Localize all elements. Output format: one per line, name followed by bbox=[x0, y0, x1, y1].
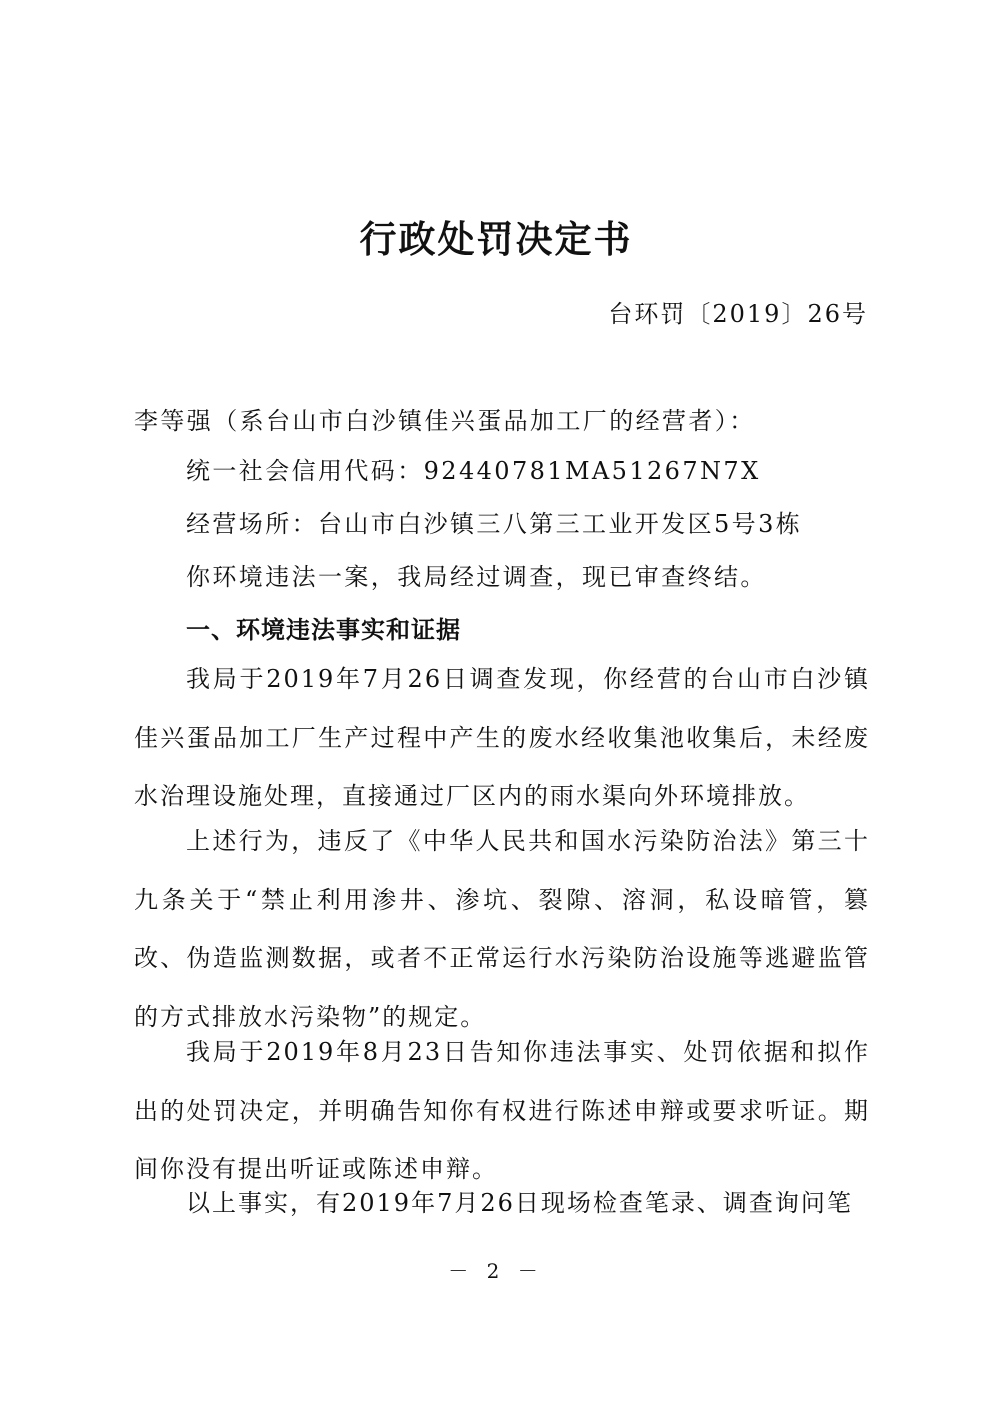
paragraph-findings: 我局于2019年7月26日调查发现，你经营的台山市白沙镇佳兴蛋品加工厂生产过程中产生的废水经收集池收集后，未经废水治理设施处理，直接通过厂区内的雨水渠向外环境排放。 bbox=[134, 665, 870, 810]
document-title: 行政处罚决定书 bbox=[359, 217, 633, 261]
section-heading: 一、环境违法事实和证据 bbox=[186, 616, 461, 644]
paragraph-notification: 我局于2019年8月23日告知你违法事实、处罚依据和拟作出的处罚决定，并明确告知你有权进行陈述申辩或要求听证。期间你没有提出听证或陈述申辩。 bbox=[134, 1038, 870, 1183]
paragraph-evidence: 以上事实，有2019年7月26日现场检查笔录、调查询问笔 bbox=[186, 1189, 853, 1217]
credit-code-line: 统一社会信用代码：92440781MA51267N7X bbox=[186, 457, 761, 485]
paragraph-violation: 上述行为，违反了《中华人民共和国水污染防治法》第三十九条关于“禁止利用渗井、渗坑、裂隙、溶洞，私设暗管，篡改、伪造监测数据，或者不正常运行水污染防治设施等逃避监管的方式排放水污染物”的规定。 bbox=[134, 827, 870, 1031]
addressee-line: 李等强（系台山市白沙镇佳兴蛋品加工厂的经营者）： bbox=[134, 407, 756, 435]
page-number: － 2 － bbox=[448, 1259, 544, 1283]
intro-line: 你环境违法一案，我局经过调查，现已审查终结。 bbox=[186, 563, 767, 591]
document-number: 台环罚〔2019〕26号 bbox=[608, 300, 868, 328]
business-address-line: 经营场所：台山市白沙镇三八第三工业开发区5号3栋 bbox=[186, 510, 803, 538]
